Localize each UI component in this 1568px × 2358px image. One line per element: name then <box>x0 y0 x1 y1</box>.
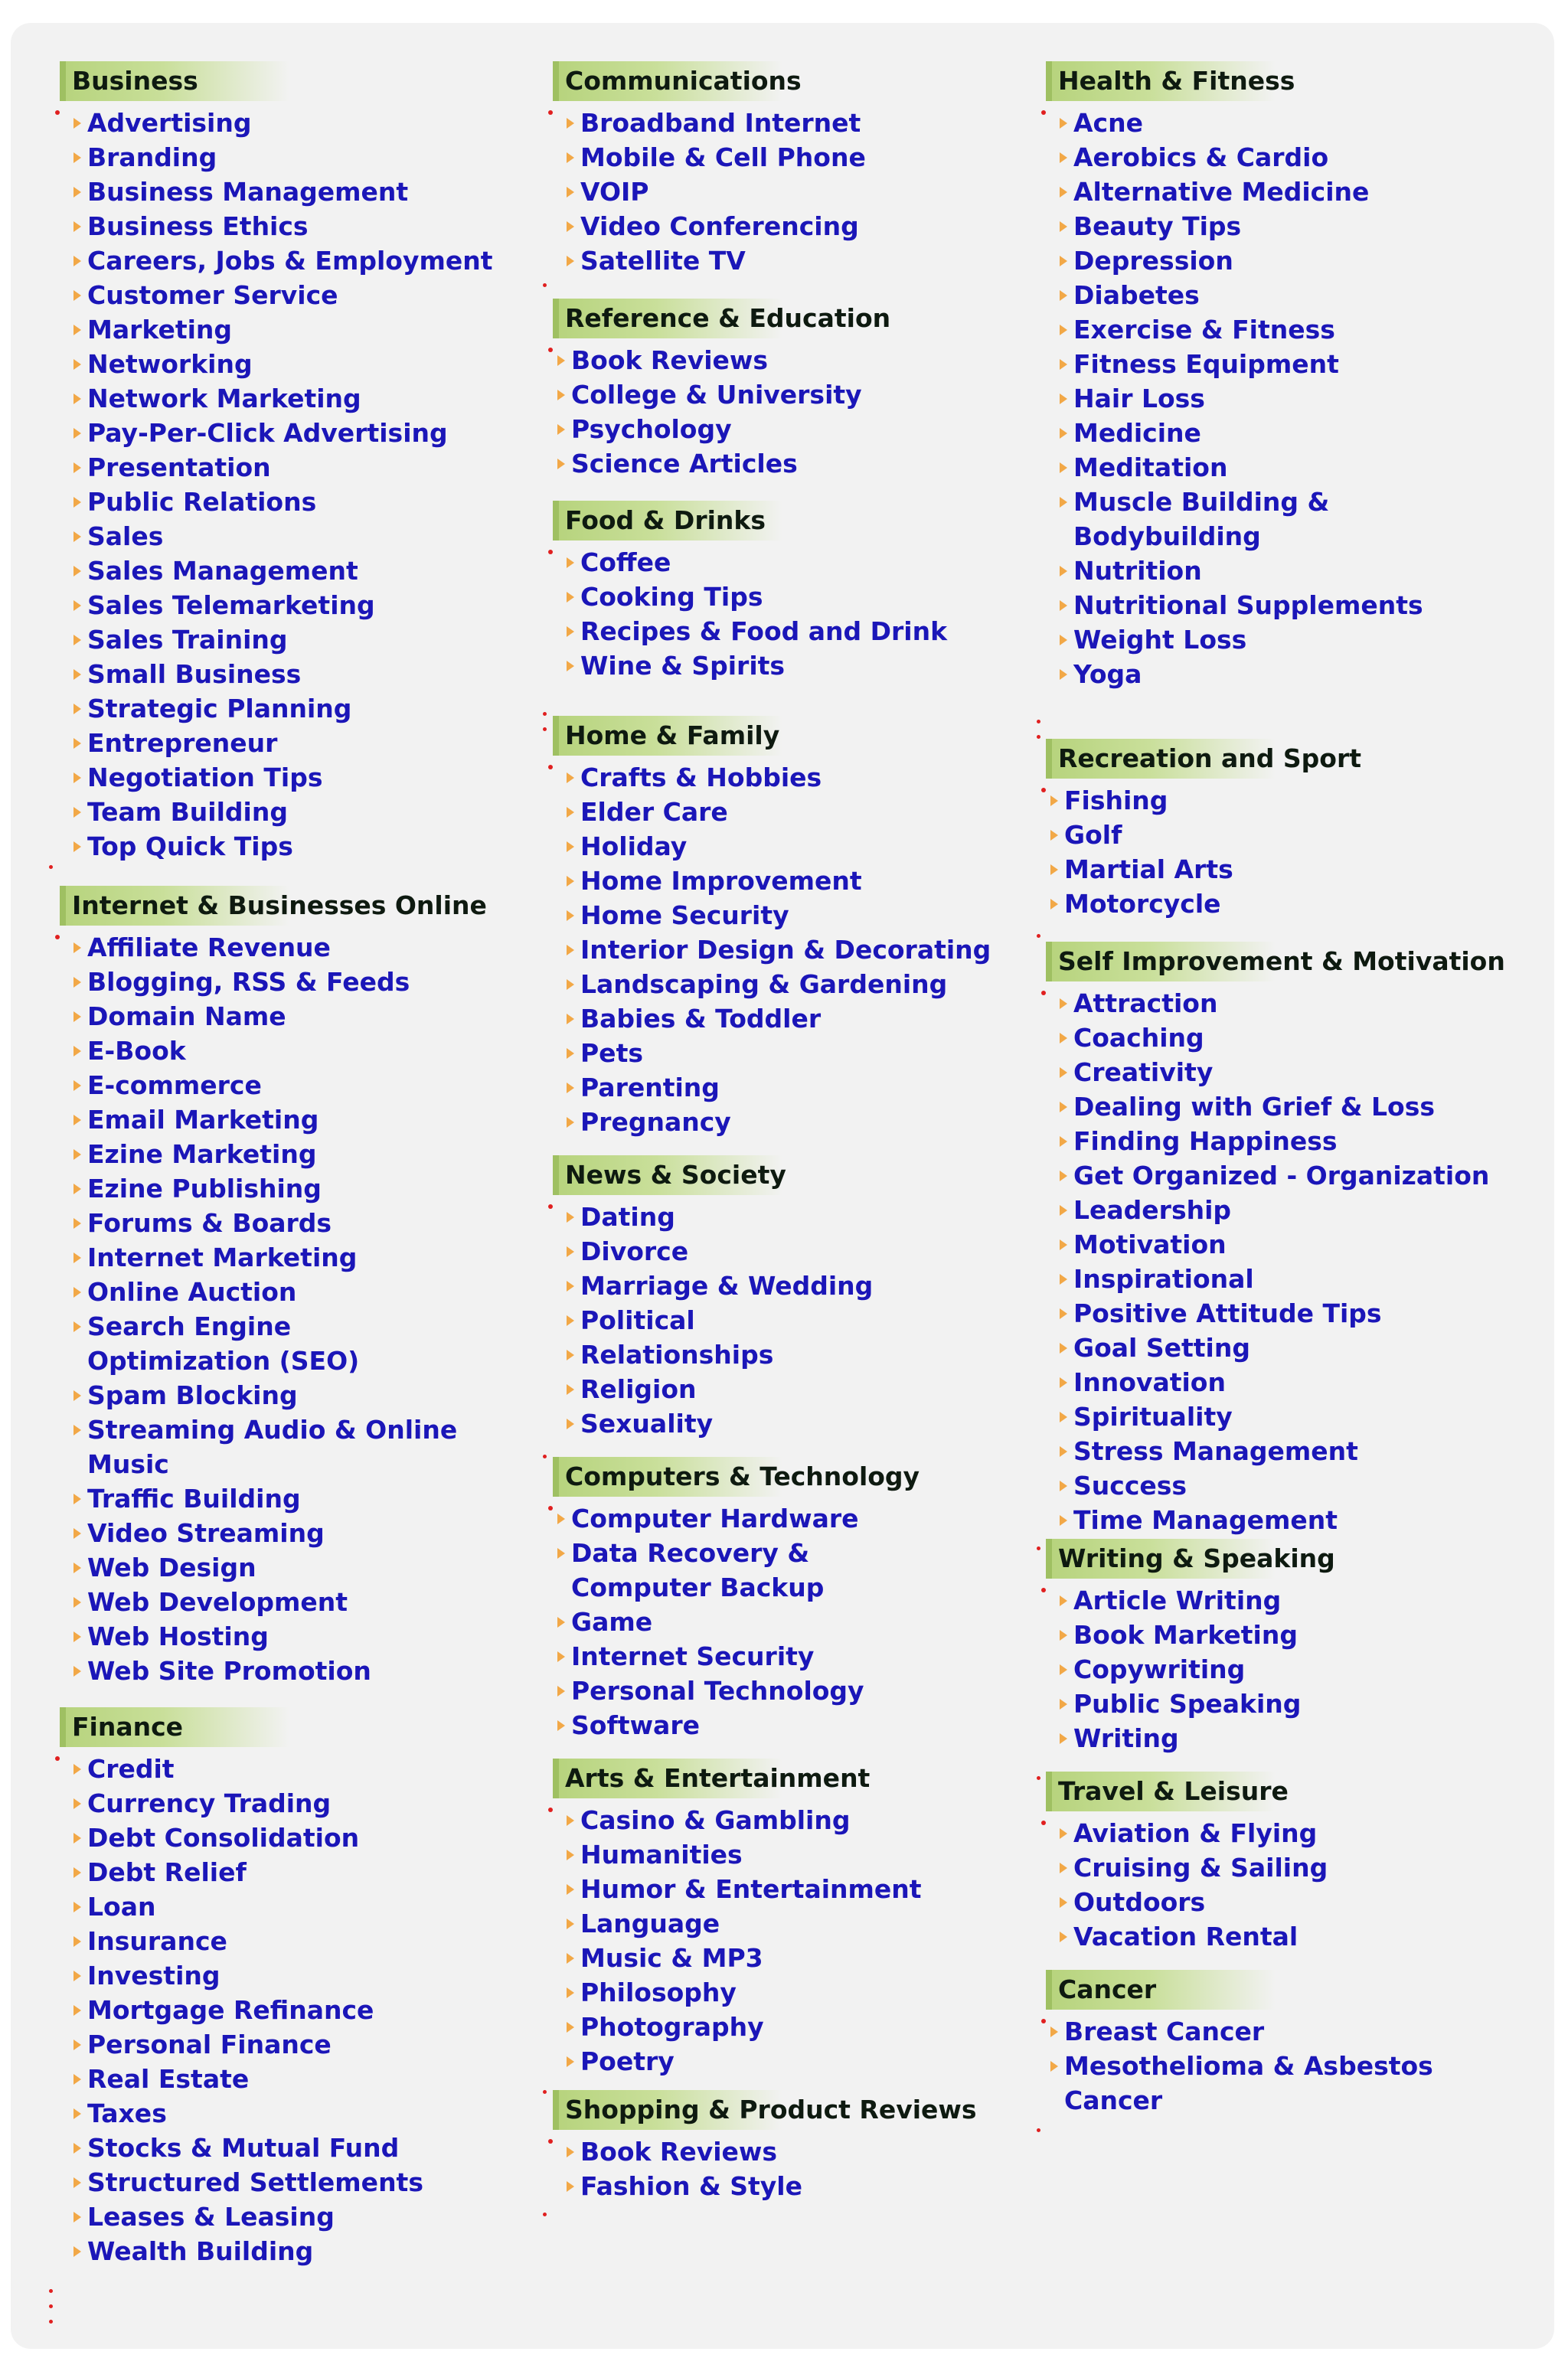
category-link[interactable]: Debt Relief <box>60 1855 534 1889</box>
category-section <box>60 886 534 1688</box>
category-link[interactable]: Holiday <box>553 829 1027 864</box>
category-link[interactable]: Mortgage Refinance <box>60 1993 534 2027</box>
category-link[interactable]: Beauty Tips <box>1046 209 1521 243</box>
category-link[interactable]: Elder Care <box>553 795 1027 829</box>
category-link[interactable]: Fashion & Style <box>553 2169 1027 2203</box>
category-header: Business <box>60 61 289 101</box>
category-header: Home & Family <box>553 716 782 756</box>
category-link[interactable]: Spam Blocking <box>60 1378 534 1413</box>
category-section <box>553 1759 1027 2079</box>
category-link[interactable]: Marriage & Wedding <box>553 1269 1027 1303</box>
category-link[interactable]: Leases & Leasing <box>60 2200 534 2234</box>
category-section <box>1046 61 1521 691</box>
category-section <box>553 61 1027 278</box>
category-link[interactable]: Ezine Marketing <box>60 1137 534 1171</box>
category-link[interactable]: Golf <box>1046 818 1521 852</box>
category-link[interactable]: Fishing <box>1046 783 1521 818</box>
category-link[interactable]: Cooking Tips <box>553 580 1027 614</box>
category-link[interactable]: Mesothelioma & Asbestos Cancer <box>1046 2049 1444 2118</box>
category-link[interactable]: Presentation <box>60 450 534 485</box>
category-link[interactable]: Relationships <box>553 1337 1027 1372</box>
category-link[interactable]: Pregnancy <box>553 1105 1027 1139</box>
category-link[interactable]: Real Estate <box>60 2062 534 2096</box>
category-section <box>553 299 1027 481</box>
category-link[interactable]: Taxes <box>60 2096 534 2131</box>
category-link[interactable]: Aviation & Flying <box>1046 1816 1521 1850</box>
category-link[interactable]: Nutritional Supplements <box>1046 588 1521 622</box>
category-link[interactable]: VOIP <box>553 175 1027 209</box>
category-link[interactable]: Fitness Equipment <box>1046 347 1521 381</box>
category-link[interactable]: Dealing with Grief & Loss <box>1046 1089 1521 1124</box>
decorative-dot <box>1037 720 1040 723</box>
category-link[interactable]: Home Improvement <box>553 864 1027 898</box>
category-link[interactable]: Hair Loss <box>1046 381 1521 416</box>
category-link[interactable]: E-Book <box>60 1034 534 1068</box>
category-link[interactable]: Casino & Gambling <box>553 1803 1027 1837</box>
category-link[interactable]: Branding <box>60 140 534 175</box>
category-link[interactable]: Success <box>1046 1468 1521 1503</box>
category-link[interactable]: Internet Security <box>553 1639 1027 1674</box>
category-link[interactable]: Religion <box>553 1372 1027 1406</box>
category-link[interactable]: Domain Name <box>60 999 534 1034</box>
category-link[interactable]: Marketing <box>60 312 534 347</box>
category-section <box>553 1457 1027 1742</box>
category-section <box>553 2090 1027 2203</box>
category-link[interactable]: Computer Hardware <box>553 1501 1027 1536</box>
decorative-dot <box>49 2304 53 2308</box>
category-link[interactable]: Data Recovery & Computer Backup <box>553 1536 951 1605</box>
category-link[interactable]: Business Management <box>60 175 534 209</box>
decorative-dot <box>543 2213 547 2216</box>
decorative-dot <box>1037 1776 1040 1780</box>
category-link[interactable]: Positive Attitude Tips <box>1046 1296 1521 1331</box>
category-link[interactable]: Landscaping & Gardening <box>553 967 1027 1001</box>
category-link[interactable]: Spirituality <box>1046 1399 1521 1434</box>
category-link[interactable]: Personal Finance <box>60 2027 534 2062</box>
category-link[interactable]: Stress Management <box>1046 1434 1521 1468</box>
decorative-dot <box>49 2289 53 2293</box>
category-link[interactable]: Crafts & Hobbies <box>553 760 1027 795</box>
category-link[interactable]: Streaming Audio & Online Music <box>60 1413 473 1481</box>
category-link-list <box>553 2134 1027 2203</box>
category-link[interactable]: Pets <box>553 1036 1027 1070</box>
category-link[interactable]: Public Speaking <box>1046 1687 1521 1721</box>
category-link[interactable]: Interior Design & Decorating <box>553 932 1027 967</box>
category-link-list <box>1046 986 1521 1537</box>
category-link-list <box>553 106 1027 278</box>
category-directory-panel <box>11 23 1554 2349</box>
category-header: Food & Drinks <box>553 501 782 541</box>
category-link[interactable]: Team Building <box>60 795 534 829</box>
category-link[interactable]: Book Reviews <box>553 343 1027 377</box>
category-header: Finance <box>60 1707 289 1747</box>
category-link[interactable]: Vacation Rental <box>1046 1919 1521 1954</box>
category-link[interactable]: Inspirational <box>1046 1262 1521 1296</box>
category-section <box>60 61 534 864</box>
category-link-list <box>60 930 534 1688</box>
category-link[interactable]: Medicine <box>1046 416 1521 450</box>
decorative-dot <box>1037 934 1040 938</box>
category-link-list <box>1046 783 1521 921</box>
category-link[interactable]: Book Marketing <box>1046 1618 1521 1652</box>
category-link[interactable]: Music & MP3 <box>553 1941 1027 1975</box>
category-link[interactable]: Outdoors <box>1046 1885 1521 1919</box>
category-link[interactable]: Game <box>553 1605 1027 1639</box>
category-link[interactable]: Cruising & Sailing <box>1046 1850 1521 1885</box>
category-link[interactable]: Weight Loss <box>1046 622 1521 657</box>
decorative-dot <box>543 1455 547 1458</box>
category-link[interactable]: Time Management <box>1046 1503 1521 1537</box>
category-section <box>1046 1970 1521 2118</box>
category-link[interactable]: Networking <box>60 347 534 381</box>
category-section <box>553 716 1027 1139</box>
category-link[interactable]: Email Marketing <box>60 1102 534 1137</box>
category-link[interactable]: Alternative Medicine <box>1046 175 1521 209</box>
category-link[interactable]: Meditation <box>1046 450 1521 485</box>
category-link[interactable]: Wealth Building <box>60 2234 534 2268</box>
category-link[interactable]: Coaching <box>1046 1021 1521 1055</box>
category-link[interactable]: Breast Cancer <box>1046 2014 1521 2049</box>
category-link-list <box>553 545 1027 683</box>
category-link[interactable]: Careers, Jobs & Employment <box>60 243 534 278</box>
category-link[interactable]: Attraction <box>1046 986 1521 1021</box>
category-link[interactable]: Forums & Boards <box>60 1206 534 1240</box>
category-link[interactable]: Martial Arts <box>1046 852 1521 887</box>
category-link[interactable]: Debt Consolidation <box>60 1821 534 1855</box>
category-link[interactable]: Sexuality <box>553 1406 1027 1441</box>
category-link[interactable]: Entrepreneur <box>60 726 534 760</box>
decorative-dot <box>543 2090 547 2094</box>
category-section <box>553 1155 1027 1441</box>
category-section <box>60 1707 534 2268</box>
category-link[interactable]: Network Marketing <box>60 381 534 416</box>
category-header: Writing & Speaking <box>1046 1539 1276 1579</box>
category-link[interactable]: Poetry <box>553 2044 1027 2079</box>
category-link-list <box>1046 106 1521 691</box>
category-link[interactable]: Humanities <box>553 1837 1027 1872</box>
category-link[interactable]: Mobile & Cell Phone <box>553 140 1027 175</box>
category-link[interactable]: Exercise & Fitness <box>1046 312 1521 347</box>
category-link[interactable]: Innovation <box>1046 1365 1521 1399</box>
category-link[interactable]: Creativity <box>1046 1055 1521 1089</box>
category-link[interactable]: Parenting <box>553 1070 1027 1105</box>
category-link[interactable]: Dating <box>553 1200 1027 1234</box>
category-link[interactable]: Acne <box>1046 106 1521 140</box>
category-link[interactable]: Search Engine Optimization (SEO) <box>60 1309 473 1378</box>
category-link-list <box>60 106 534 864</box>
category-link-list <box>553 1803 1027 2079</box>
category-link[interactable]: Currency Trading <box>60 1786 534 1821</box>
category-link[interactable]: Internet Marketing <box>60 1240 534 1275</box>
category-header: Health & Fitness <box>1046 61 1276 101</box>
category-link[interactable]: Get Organized - Organization <box>1046 1158 1521 1193</box>
category-link[interactable]: Affiliate Revenue <box>60 930 534 965</box>
category-link[interactable]: Customer Service <box>60 278 534 312</box>
category-link[interactable]: Credit <box>60 1752 534 1786</box>
category-link[interactable]: Pay-Per-Click Advertising <box>60 416 534 450</box>
category-header: Recreation and Sport <box>1046 739 1276 779</box>
category-link[interactable]: Book Reviews <box>553 2134 1027 2169</box>
category-link[interactable]: Depression <box>1046 243 1521 278</box>
category-link[interactable]: Structured Settlements <box>60 2165 534 2200</box>
category-link-list <box>60 1752 534 2268</box>
category-link[interactable]: Investing <box>60 1958 534 1993</box>
category-link[interactable]: Video Conferencing <box>553 209 1027 243</box>
category-link[interactable]: Aerobics & Cardio <box>1046 140 1521 175</box>
category-link[interactable]: Sales Telemarketing <box>60 588 534 622</box>
category-link[interactable]: Psychology <box>553 412 1027 446</box>
category-link[interactable]: Motivation <box>1046 1227 1521 1262</box>
category-link[interactable]: Sales Training <box>60 622 534 657</box>
category-link[interactable]: Writing <box>1046 1721 1521 1755</box>
category-link[interactable]: Babies & Toddler <box>553 1001 1027 1036</box>
category-link[interactable]: Science Articles <box>553 446 1027 481</box>
category-link[interactable]: Political <box>553 1303 1027 1337</box>
category-section <box>553 501 1027 683</box>
category-link[interactable]: Photography <box>553 2010 1027 2044</box>
category-link[interactable]: Copywriting <box>1046 1652 1521 1687</box>
category-link[interactable]: Broadband Internet <box>553 106 1027 140</box>
decorative-dot <box>49 865 53 869</box>
category-link-list <box>1046 2014 1521 2118</box>
category-link[interactable]: Home Security <box>553 898 1027 932</box>
category-link[interactable]: Web Development <box>60 1585 534 1619</box>
category-link[interactable]: Loan <box>60 1889 534 1924</box>
category-link-list <box>1046 1816 1521 1954</box>
category-link[interactable]: Advertising <box>60 106 534 140</box>
decorative-dot <box>543 712 547 716</box>
category-header: Internet & Businesses Online <box>60 886 289 926</box>
category-link[interactable]: Humor & Entertainment <box>553 1872 1027 1906</box>
category-link[interactable]: Video Streaming <box>60 1516 534 1550</box>
category-link-list <box>553 343 1027 481</box>
category-section <box>1046 1772 1521 1954</box>
category-link[interactable]: Leadership <box>1046 1193 1521 1227</box>
category-link[interactable]: Wine & Spirits <box>553 648 1027 683</box>
category-link[interactable]: Negotiation Tips <box>60 760 534 795</box>
category-link[interactable]: Goal Setting <box>1046 1331 1521 1365</box>
category-section <box>1046 1539 1521 1755</box>
category-link[interactable]: Divorce <box>553 1234 1027 1269</box>
category-link[interactable]: Traffic Building <box>60 1481 534 1516</box>
decorative-dot <box>1037 2128 1040 2132</box>
category-header: Self Improvement & Motivation <box>1046 942 1276 981</box>
category-header: Travel & Leisure <box>1046 1772 1276 1811</box>
category-link[interactable]: Motorcycle <box>1046 887 1521 921</box>
category-link[interactable]: Coffee <box>553 545 1027 580</box>
category-link[interactable]: Business Ethics <box>60 209 534 243</box>
category-link[interactable]: Sales Management <box>60 554 534 588</box>
category-link[interactable]: Strategic Planning <box>60 691 534 726</box>
category-link[interactable]: Article Writing <box>1046 1583 1521 1618</box>
category-link-list <box>553 760 1027 1139</box>
category-section <box>1046 942 1521 1537</box>
category-link[interactable]: Recipes & Food and Drink <box>553 614 1027 648</box>
category-header: Reference & Education <box>553 299 782 338</box>
category-link[interactable]: Web Hosting <box>60 1619 534 1654</box>
category-header: Communications <box>553 61 782 101</box>
category-link[interactable]: Top Quick Tips <box>60 829 534 864</box>
category-header: Computers & Technology <box>553 1457 782 1497</box>
category-link[interactable]: Diabetes <box>1046 278 1521 312</box>
category-link[interactable]: Web Site Promotion <box>60 1654 534 1688</box>
category-link[interactable]: Language <box>553 1906 1027 1941</box>
category-link[interactable]: Small Business <box>60 657 534 691</box>
decorative-dot <box>49 2320 53 2324</box>
category-link[interactable]: Public Relations <box>60 485 534 519</box>
category-link-list <box>1046 1583 1521 1755</box>
category-link[interactable]: Yoga <box>1046 657 1521 691</box>
category-link[interactable]: Insurance <box>60 1924 534 1958</box>
category-link[interactable]: Sales <box>60 519 534 554</box>
category-link[interactable]: Web Design <box>60 1550 534 1585</box>
category-header: News & Society <box>553 1155 782 1195</box>
decorative-dot <box>543 283 547 287</box>
category-link[interactable]: Software <box>553 1708 1027 1742</box>
category-link[interactable]: Philosophy <box>553 1975 1027 2010</box>
category-link[interactable]: Ezine Publishing <box>60 1171 534 1206</box>
category-link-list <box>553 1501 1027 1742</box>
category-link[interactable]: E-commerce <box>60 1068 534 1102</box>
category-link[interactable]: Personal Technology <box>553 1674 1027 1708</box>
category-link[interactable]: Online Auction <box>60 1275 534 1309</box>
category-link[interactable]: College & University <box>553 377 1027 412</box>
category-link[interactable]: Nutrition <box>1046 554 1521 588</box>
category-link[interactable]: Muscle Building & Bodybuilding <box>1046 485 1444 554</box>
category-link-list <box>553 1200 1027 1441</box>
category-section <box>1046 739 1521 921</box>
decorative-dot <box>1037 1546 1040 1550</box>
category-link[interactable]: Blogging, RSS & Feeds <box>60 965 534 999</box>
decorative-dot <box>543 727 547 731</box>
category-header: Cancer <box>1046 1970 1276 2010</box>
category-header: Shopping & Product Reviews <box>553 2090 782 2130</box>
category-link[interactable]: Finding Happiness <box>1046 1124 1521 1158</box>
category-link[interactable]: Satellite TV <box>553 243 1027 278</box>
category-link[interactable]: Stocks & Mutual Fund <box>60 2131 534 2165</box>
decorative-dot <box>1037 735 1040 739</box>
category-header: Arts & Entertainment <box>553 1759 782 1798</box>
